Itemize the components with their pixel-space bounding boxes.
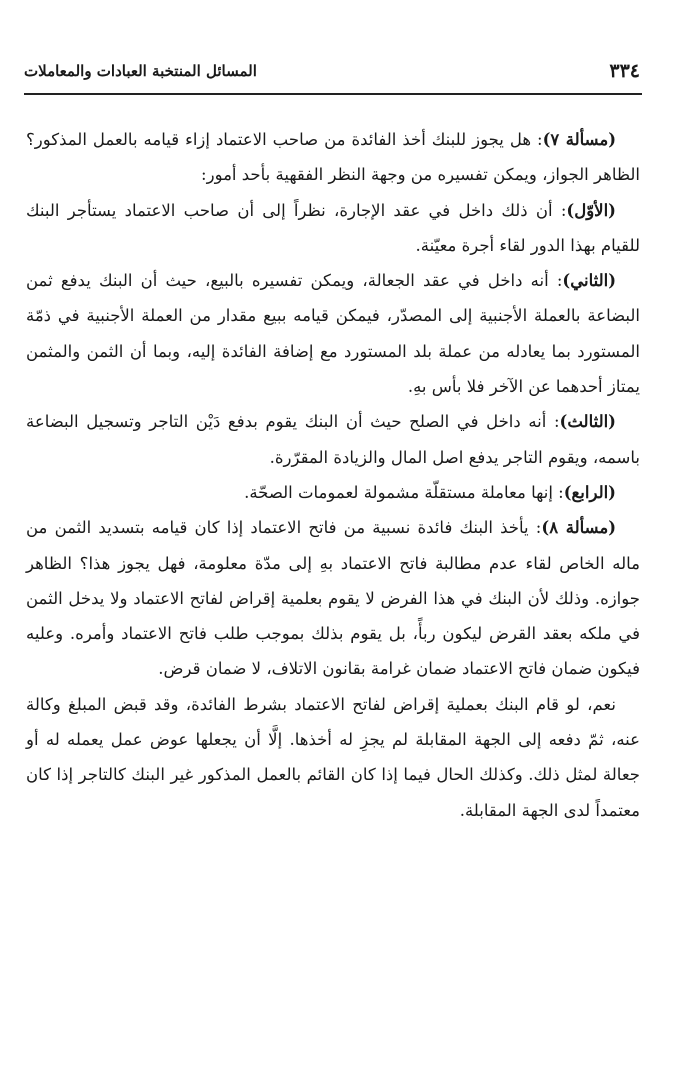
paragraph-masala-8 <box>26 510 640 686</box>
paragraph-fourth <box>26 475 640 510</box>
paragraph-text: نعم، لو قام البنك بعملية إقراض لفاتح الاعتماد بشرط الفائدة، وقد قبض المبلغ وكالة عنه، ثمّ دفعه إلى الجهة المقابلة لم يجزِ له أخذها. إلَّا أن يجعلها عوض عمل يعمله له أو جعالة لمثل ذلك. وكذلك الحال فيما إذا كان القائم بالعمل المذكور غير البنك كالتاجر إذا كان معتمداً لدى الجهة المقابلة. <box>26 694 640 820</box>
paragraph-lead: (مسألة ٧) <box>542 130 616 149</box>
page-header <box>24 58 640 90</box>
paragraph-third <box>26 404 640 475</box>
page-number: ٣٣٤ <box>609 60 640 82</box>
paragraph-masala-7 <box>26 122 640 193</box>
paragraph-text: : إنها معاملة مستقلّة مشمولة لعمومات الصحّة. <box>244 482 564 502</box>
paragraph-text: : أنه داخل في عقد الجعالة، ويمكن تفسيره بالبيع، حيث أن البنك يدفع ثمن البضاعة بالعملة الأجنبية إلى المصدّر، فيمكن قيامه ببيع مقدار من العملة الأجنبية في ذمّة المستورد بما يعادله من عملة بلد المستورد مع إضافة الفائدة إليه، وبما أن الثمن والمثمن يمتاز أحدهما عن الآخر فلا بأس بهِ. <box>26 271 640 397</box>
paragraph-text: : أنه داخل في الصلح حيث أن البنك يقوم بدفع دَيْن التاجر وتسجيل البضاعة باسمه، ويقوم التاجر يدفع اصل المال والزيادة المقرّرة. <box>26 412 640 467</box>
paragraph-second <box>26 263 640 404</box>
header-divider <box>24 93 642 95</box>
paragraph-text: : هل يجوز للبنك أخذ الفائدة من صاحب الاعتماد إزاء قيامه بالعمل المذكور؟ الظاهر الجواز، ويمكن تفسيره من وجهة النظر الفقهية بأحد أمور: <box>26 130 640 185</box>
paragraph-first <box>26 193 640 264</box>
paragraph-lead: (الرابع) <box>563 482 616 502</box>
paragraph-text: : يأخذ البنك فائدة نسبية من فاتح الاعتماد إذا كان قيامه بتسديد الثمن من ماله الخاص لقاء عدم مطالبة فاتح الاعتماد بهِ إلى مدّة معلومة، فهل يجوز هذا؟ الظاهر جوازه. وذلك لأن البنك في هذا الفرض لا يقوم بعلمية إقراض لفاتح الاعتماد ولا يدخل الثمن في ملكه بعقد القرض ليكون ربأً، بل يقوم بذلك بموجب طلب فاتح الاعتماد وأمره. وعليه فيكون ضمان فاتح الاعتماد ضمان غرامة بقانون الاتلاف، لا ضمان قرض. <box>26 518 640 679</box>
page-body <box>26 122 640 828</box>
paragraph-lead: (الأوّل) <box>566 200 616 220</box>
paragraph-lead: (الثاني) <box>562 271 616 291</box>
paragraph-text: : أن ذلك داخل في عقد الإجارة، نظراً إلى أن صاحب الاعتماد يستأجر البنك للقيام بهذا الدور لقاء أجرة معيّنة. <box>26 200 640 255</box>
paragraph-lead: (الثالث) <box>559 412 616 432</box>
running-title: المسائل المنتخبة العبادات والمعاملات <box>24 62 257 80</box>
paragraph-naam <box>26 687 640 828</box>
paragraph-lead: (مسألة ٨) <box>541 518 616 538</box>
